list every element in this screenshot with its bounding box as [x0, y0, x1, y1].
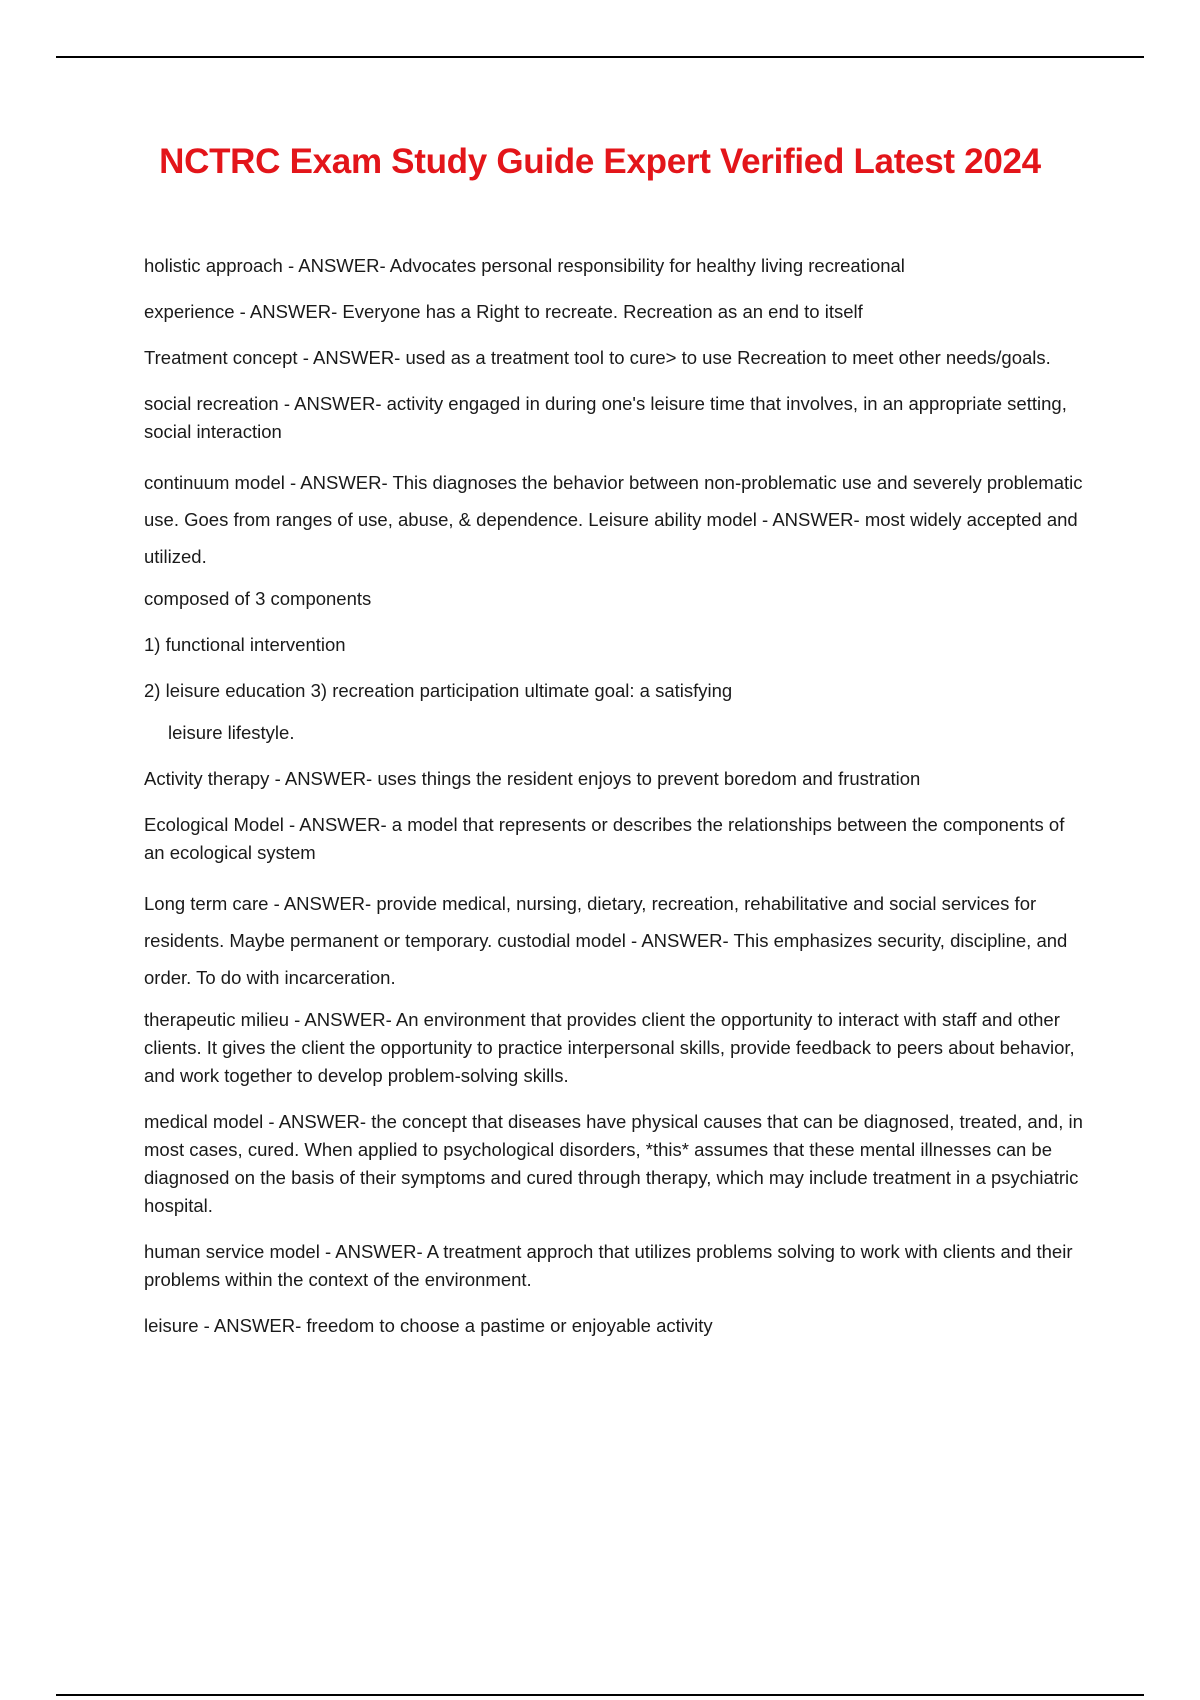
entry-component-2-3: 2) leisure education 3) recreation participation ultimate goal: a satisfying	[144, 680, 733, 701]
entry-holistic-approach: holistic approach - ANSWER- Advocates personal responsibility for healthy living recreational	[144, 255, 905, 276]
entry-leisure: leisure - ANSWER- freedom to choose a pastime or enjoyable activity	[144, 1315, 713, 1336]
entry-experience: experience - ANSWER- Everyone has a Right to recreate. Recreation as an end to itself	[144, 301, 863, 322]
entry-component-1: 1) functional intervention	[144, 634, 346, 655]
entry-medical-model: medical model - ANSWER- the concept that diseases have physical causes that can be diagnosed, treated, and, in most cases, cured. When applied to psychological disorders, *this* assumes that these mental illnesses can be diagnosed on the basis of their symptoms and cured through therapy, which may include treatment in a psychiatric hospital.	[144, 1111, 1083, 1216]
entry-components-heading: composed of 3 components	[144, 588, 372, 609]
entry-leisure-lifestyle: leisure lifestyle.	[168, 722, 295, 743]
entry-therapeutic-milieu: therapeutic milieu - ANSWER- An environment that provides client the opportunity to interact with staff and other clients. It gives the client the opportunity to practice interpersonal skills, provide feedback to peers about behavior, and work together to develop problem-solving skills.	[144, 1009, 1075, 1086]
bottom-rule	[56, 1694, 1144, 1696]
study-guide-content	[144, 252, 1084, 1358]
top-rule	[56, 56, 1144, 58]
entry-activity-therapy: Activity therapy - ANSWER- uses things the resident enjoys to prevent boredom and frustration	[144, 768, 921, 789]
entry-social-recreation: social recreation - ANSWER- activity engaged in during one's leisure time that involves, in an appropriate setting, social interaction	[144, 393, 1067, 442]
page-title: NCTRC Exam Study Guide Expert Verified Latest 2024	[159, 142, 1041, 181]
entry-ecological-model: Ecological Model - ANSWER- a model that represents or describes the relationships between the components of an ecological system	[144, 814, 1065, 863]
entry-continuum-model: continuum model - ANSWER- This diagnoses the behavior between non-problematic use and severely problematic use. Goes from ranges of use, abuse, & dependence. Leisure ability model - ANSWER- most widely accepted and utilized.	[144, 472, 1083, 567]
entry-long-term-care: Long term care - ANSWER- provide medical, nursing, dietary, recreation, rehabilitative and social services for residents. Maybe permanent or temporary. custodial model - ANSWER- This emphasizes security, discipline, and order. To do with incarceration.	[144, 893, 1068, 988]
entry-human-service-model: human service model - ANSWER- A treatment approch that utilizes problems solving to work with clients and their problems within the context of the environment.	[144, 1241, 1073, 1290]
entry-treatment-concept: Treatment concept - ANSWER- used as a treatment tool to cure> to use Recreation to meet other needs/goals.	[144, 347, 1051, 368]
